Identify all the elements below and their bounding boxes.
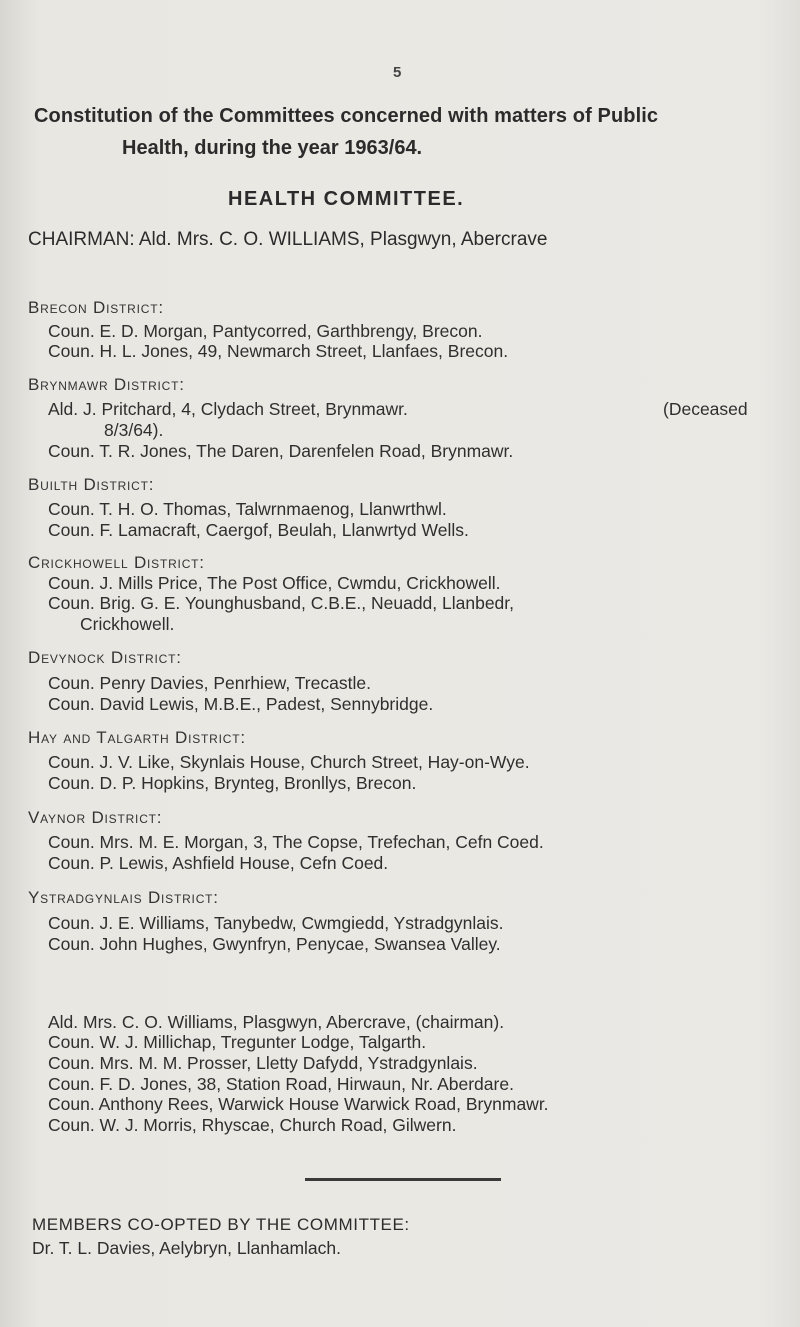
committee-heading: HEALTH COMMITTEE. [228,188,465,210]
additional-member: Coun. F. D. Jones, 38, Station Road, Hirwaun, Nr. Aberdare. [48,1074,514,1094]
member-line: Coun. Mrs. M. E. Morgan, 3, The Copse, Trefechan, Cefn Coed. [48,832,544,852]
member-line: Coun. T. R. Jones, The Daren, Darenfelen Road, Brynmawr. [48,441,514,461]
coopted-member: Dr. T. L. Davies, Aelybryn, Llanhamlach. [32,1238,341,1258]
district-hay-talgarth: Hay and Talgarth District: [28,728,246,747]
member-line: Coun. P. Lewis, Ashfield House, Cefn Coed. [48,853,389,873]
title-line-2: Health, during the year 1963/64. [122,137,423,159]
member-line: Coun. J. Mills Price, The Post Office, Cwmdu, Crickhowell. [48,573,501,593]
district-ystradgynlais: Ystradgynlais District: [28,888,219,907]
member-line: Coun. F. Lamacraft, Caergof, Beulah, Llanwrtyd Wells. [48,520,469,540]
district-brecon: Brecon District: [28,298,164,317]
member-line: Coun. Penry Davies, Penrhiew, Trecastle. [48,673,371,693]
member-line: Coun. Brig. G. E. Younghusband, C.B.E., Neuadd, Llanbedr, [48,593,515,613]
member-line: Coun. David Lewis, M.B.E., Padest, Sennybridge. [48,694,434,714]
district-vaynor: Vaynor District: [28,808,163,827]
district-devynock: Devynock District: [28,648,182,667]
additional-member: Coun. Mrs. M. M. Prosser, Lletty Dafydd, Ystradgynlais. [48,1053,478,1073]
additional-member: Coun. Anthony Rees, Warwick House Warwick Road, Brynmawr. [48,1094,549,1114]
additional-member: Coun. W. J. Millichap, Tregunter Lodge, Talgarth. [48,1032,427,1052]
member-line: Coun. John Hughes, Gwynfryn, Penycae, Swansea Valley. [48,934,501,954]
member-line: Coun. E. D. Morgan, Pantycorred, Garthbrengy, Brecon. [48,321,483,341]
member-note: (Deceased [663,399,748,419]
member-line: Coun. J. V. Like, Skynlais House, Church Street, Hay-on-Wye. [48,752,530,772]
chairman-line: CHAIRMAN: Ald. Mrs. C. O. WILLIAMS, Plasgwyn, Abercrave [28,229,548,250]
member-line: 8/3/64). [104,420,164,440]
district-crickhowell: Crickhowell District: [28,553,205,572]
district-builth: Builth District: [28,475,155,494]
member-line: Crickhowell. [80,614,175,634]
page-number: 5 [393,64,402,81]
additional-member: Ald. Mrs. C. O. Williams, Plasgwyn, Abercrave, (chairman). [48,1012,505,1032]
member-line: Coun. J. E. Williams, Tanybedw, Cwmgiedd, Ystradgynlais. [48,913,504,933]
member-line: Coun. T. H. O. Thomas, Talwrnmaenog, Llanwrthwl. [48,499,447,519]
member-line: Coun. H. L. Jones, 49, Newmarch Street, Llanfaes, Brecon. [48,341,509,361]
district-brynmawr: Brynmawr District: [28,375,185,394]
title-line-1: Constitution of the Committees concerned with matters of Public [34,105,659,127]
additional-member: Coun. W. J. Morris, Rhyscae, Church Road, Gilwern. [48,1115,457,1135]
section-divider [305,1178,501,1181]
member-line: Coun. D. P. Hopkins, Brynteg, Bronllys, Brecon. [48,773,417,793]
coopted-heading: MEMBERS CO-OPTED BY THE COMMITTEE: [32,1215,410,1234]
member-line: Ald. J. Pritchard, 4, Clydach Street, Brynmawr. [48,399,408,419]
